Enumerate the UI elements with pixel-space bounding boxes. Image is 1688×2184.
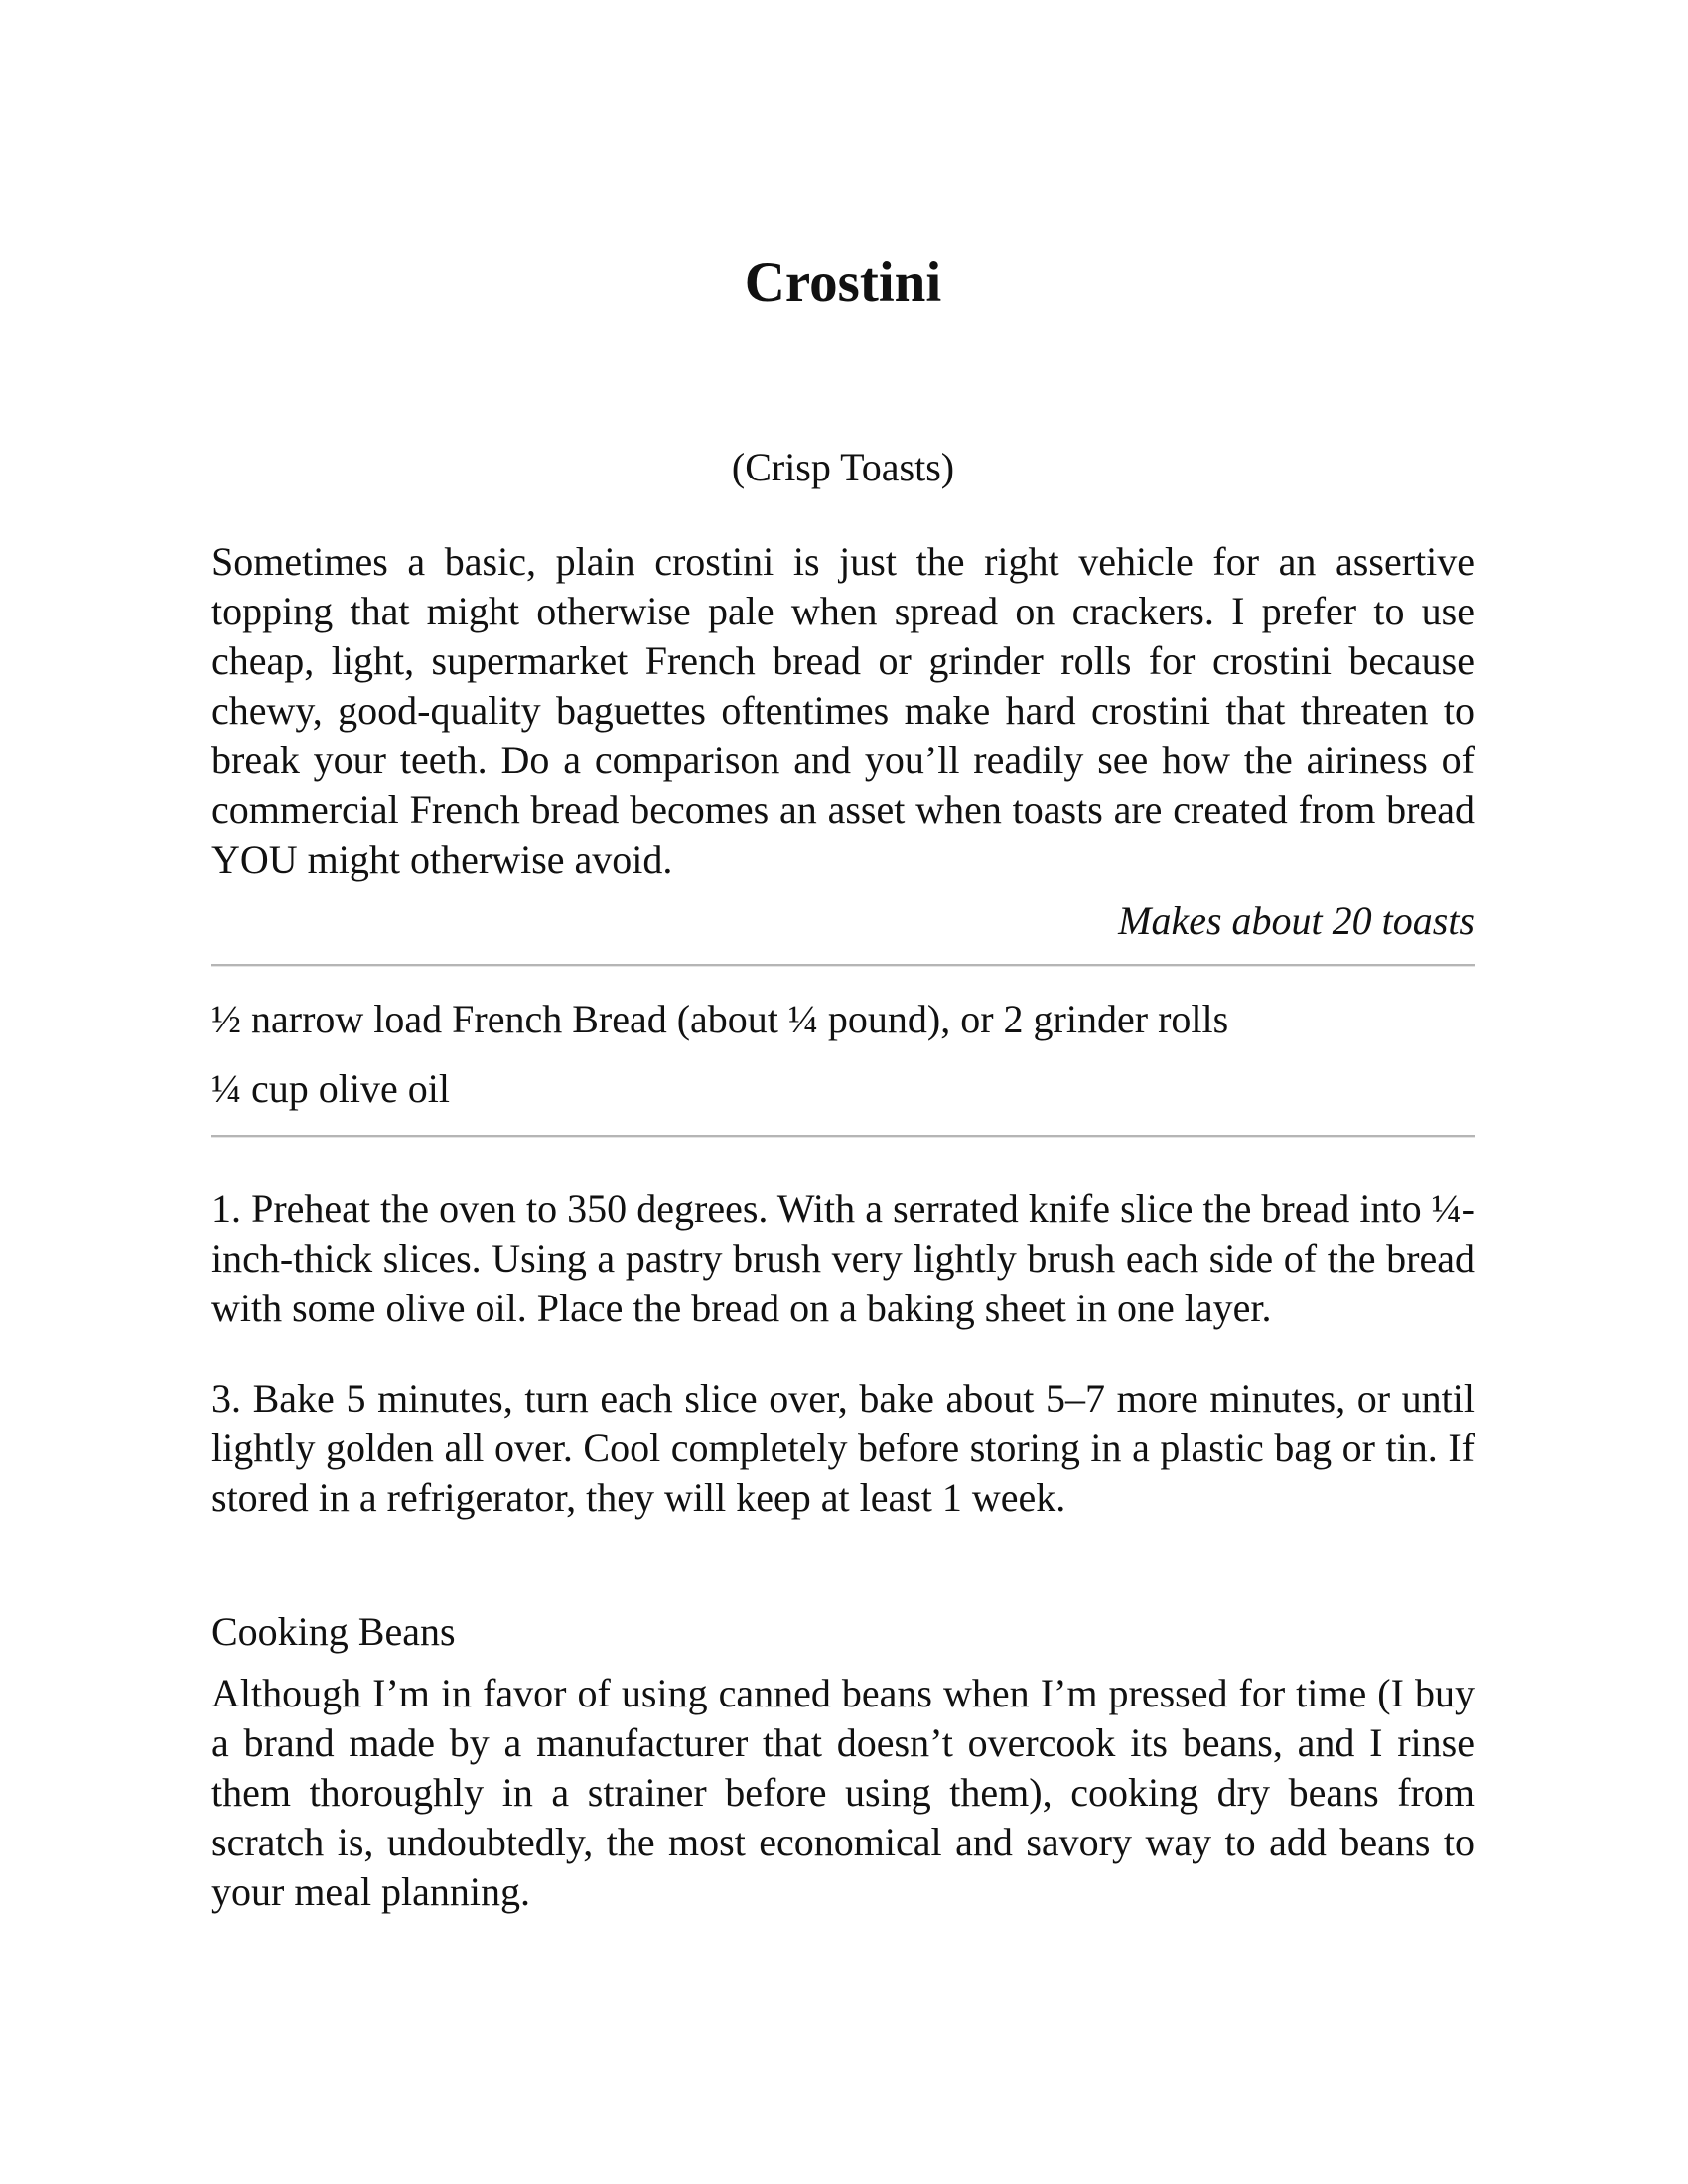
recipe-step: 1. Preheat the oven to 350 degrees. With a serrated knife slice the bread into ¼-inch-thick slices. Using a pastry brush very lightly brush each side of the bread with some olive oil. Place the bread on a baking sheet in one layer.: [211, 1186, 1475, 1330]
recipe-intro-paragraph: Sometimes a basic, plain crostini is just the right vehicle for an assertive topping that might otherwise pale when spread on crackers. I prefer to use cheap, light, supermarket French bread or grinder rolls for crostini because chewy, good-quality baguettes oftentimes make hard crostini that threaten to break your teeth. Do a comparison and you’ll readily see how the airiness of commercial French bread becomes an asset when toasts are created from bread YOU might otherwise avoid.: [211, 539, 1475, 882]
ingredient-item: ½ narrow load French Bread (about ¼ pound), or 2 grinder rolls: [211, 997, 1229, 1041]
ingredients-list: [211, 995, 1475, 1134]
recipe-yield: Makes about 20 toasts: [1118, 898, 1475, 943]
ingredients-top-divider: [211, 964, 1475, 967]
recipe-step: 3. Bake 5 minutes, turn each slice over, bake about 5–7 more minutes, or until lightly golden all over. Cool completely before storing in a plastic bag or tin. If stored in a refrigerator, they will keep at least 1 week.: [211, 1376, 1475, 1520]
recipe-title: Crostini: [744, 251, 942, 314]
ingredients-bottom-divider: [211, 1135, 1475, 1138]
ingredient-item: ¼ cup olive oil: [211, 1066, 450, 1111]
cooking-beans-paragraph: Although I’m in favor of using canned beans when I’m pressed for time (I buy a brand made by a manufacturer that doesn’t overcook its beans, and I rinse them thoroughly in a strainer before using them), cooking dry beans from scratch is, undoubtedly, the most economical and savory way to add beans to your meal planning.: [211, 1671, 1475, 1914]
recipe-subtitle: (Crisp Toasts): [731, 445, 955, 489]
section-heading-cooking-beans: Cooking Beans: [211, 1609, 456, 1654]
